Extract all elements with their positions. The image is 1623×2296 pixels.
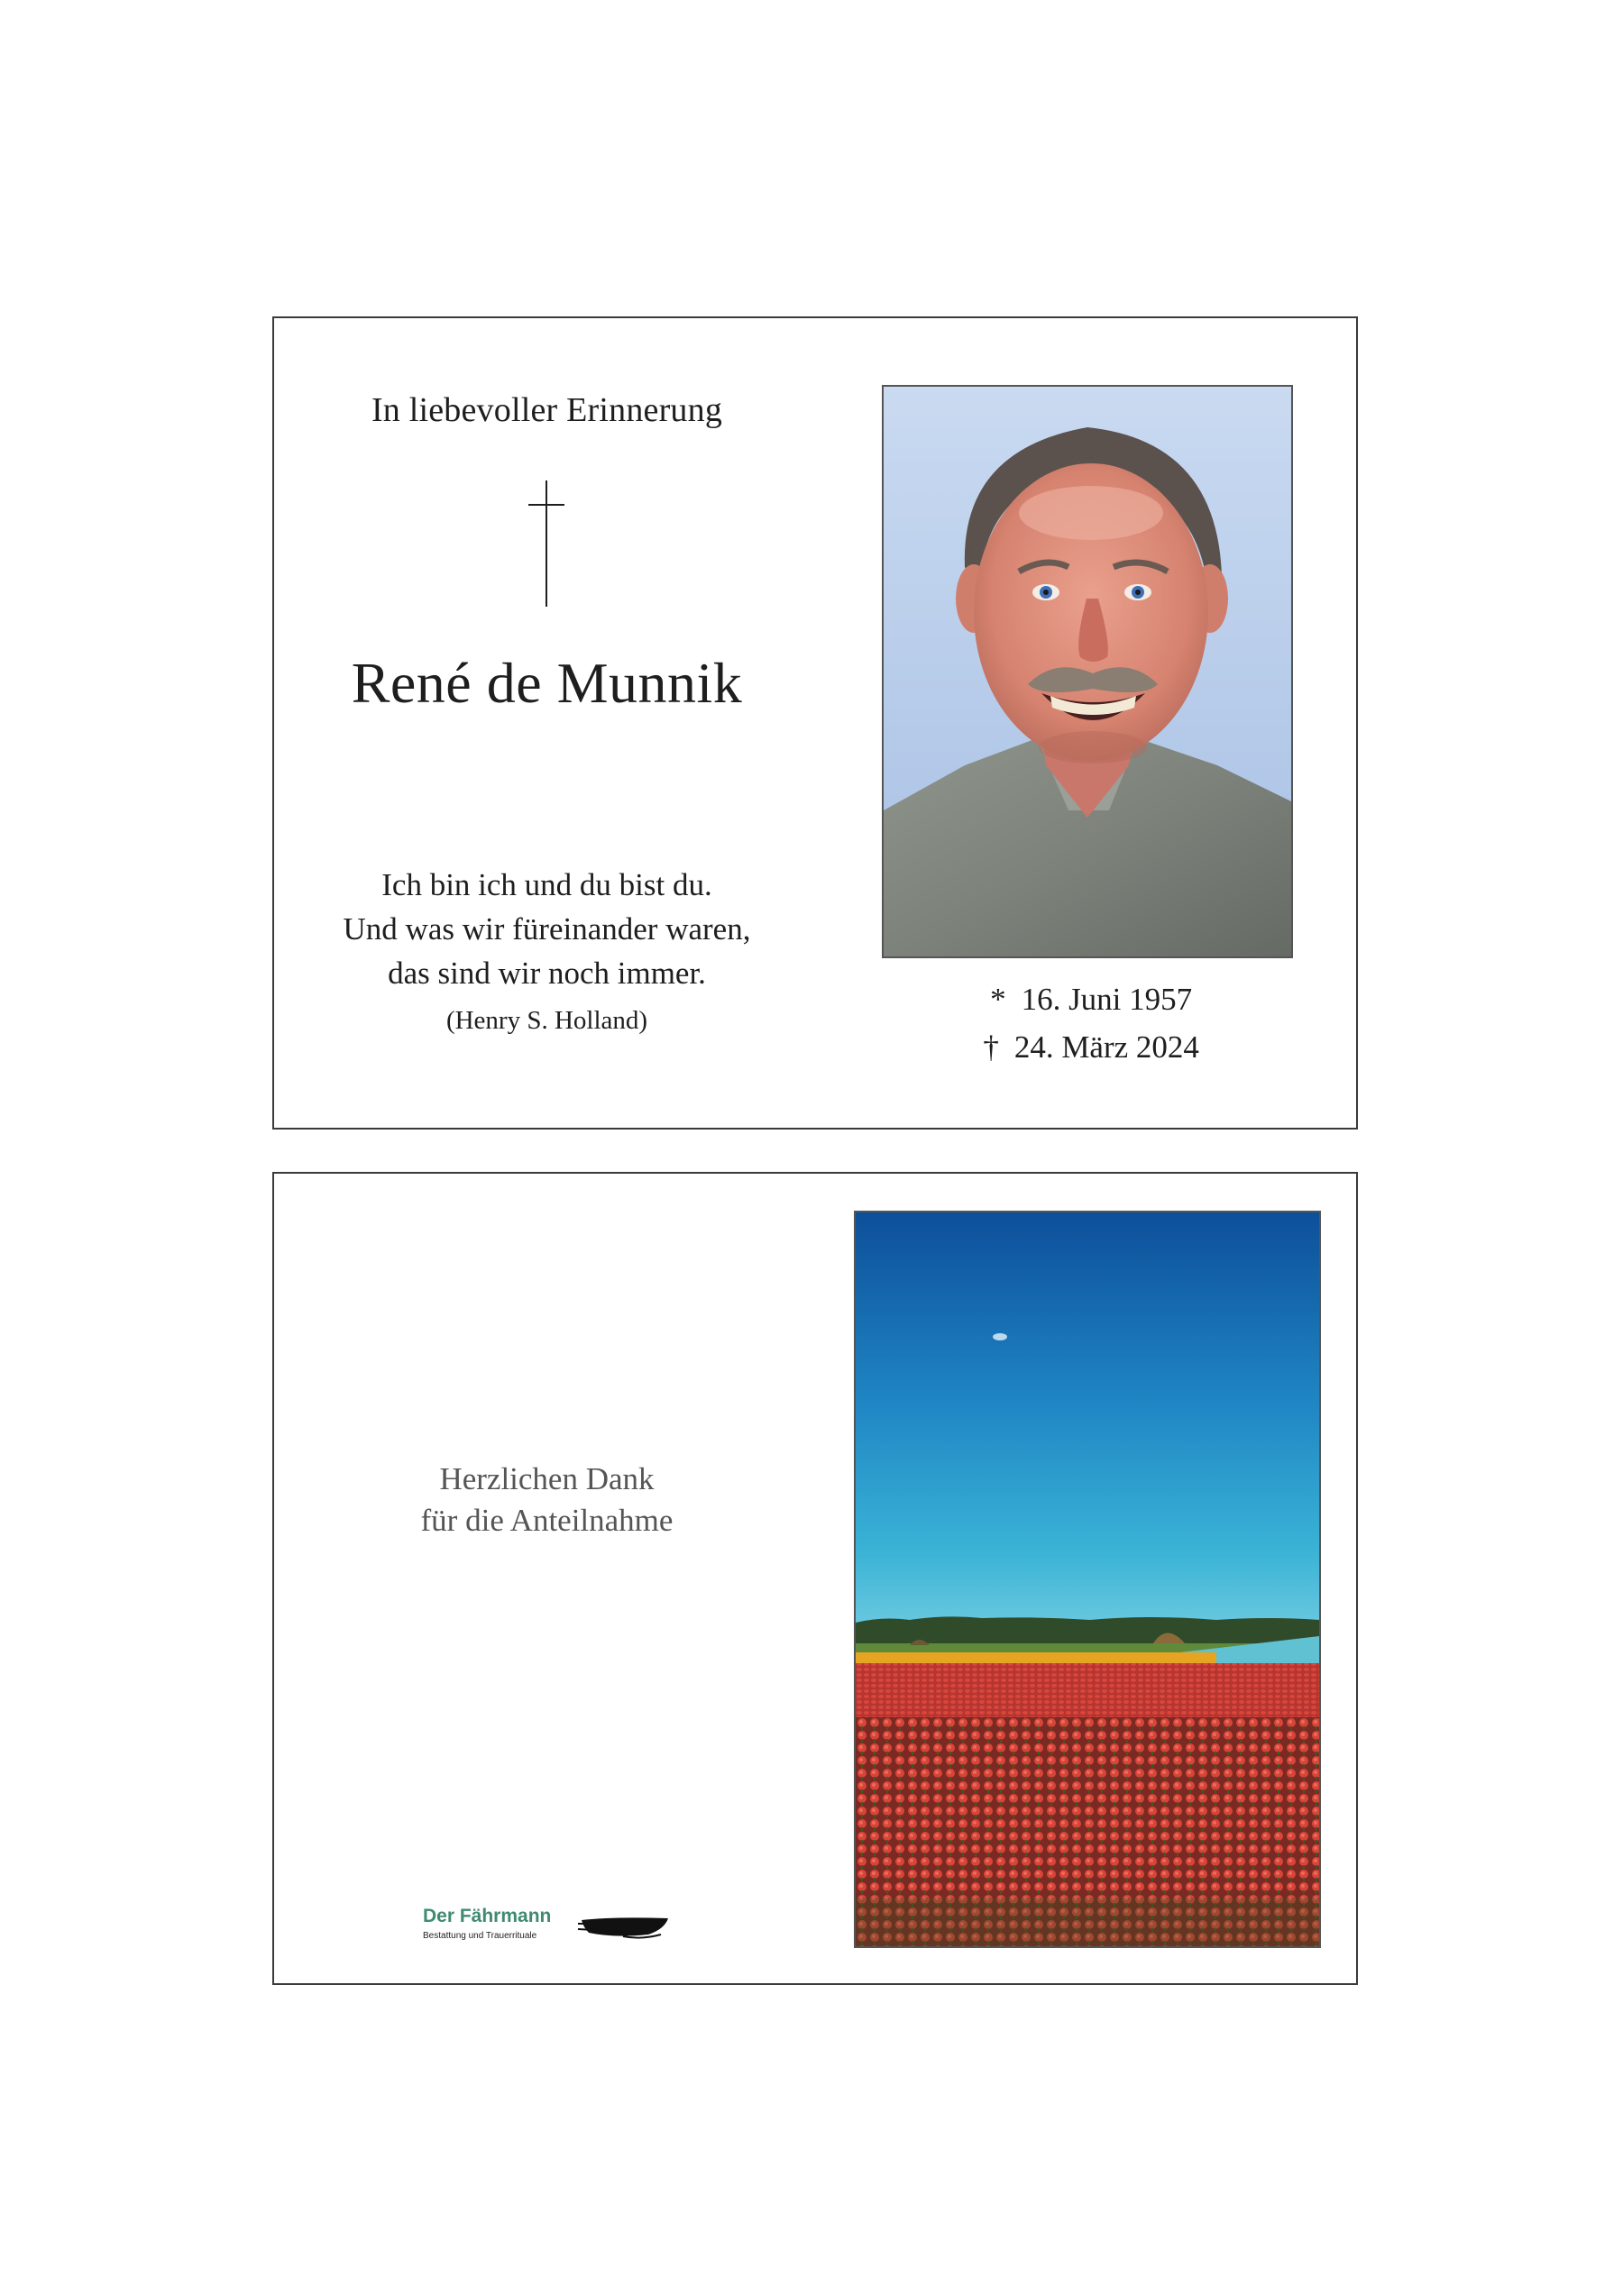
- thanks-text: [274, 1459, 820, 1541]
- memorial-poem: [274, 863, 820, 995]
- birth-symbol: *: [990, 982, 1006, 1017]
- birth-date-row: [882, 982, 1293, 1018]
- death-date-row: [882, 1029, 1293, 1066]
- death-date: 24. März 2024: [1013, 1029, 1199, 1065]
- boat-icon: [578, 1911, 673, 1942]
- death-symbol: †: [983, 1029, 999, 1065]
- logo-name: Der Fährmann: [423, 1906, 552, 1926]
- memorial-card-front: [272, 316, 1358, 1130]
- funeral-home-logo: [423, 1906, 693, 1951]
- poem-line: das sind wir noch immer.: [388, 956, 706, 991]
- birth-date: 16. Juni 1957: [1021, 982, 1193, 1017]
- thanks-line: Herzlichen Dank: [439, 1461, 655, 1496]
- portrait-photo: [882, 385, 1293, 958]
- memorial-heading: In liebevoller Erinnerung: [371, 391, 723, 429]
- deceased-name: René de Munnik: [351, 651, 743, 715]
- poem-line: Und was wir füreinander waren,: [343, 911, 751, 947]
- cross-icon: [546, 480, 547, 607]
- tulip-field-photo: [854, 1211, 1321, 1948]
- thanks-line: für die Anteilnahme: [420, 1503, 674, 1538]
- poem-author: (Henry S. Holland): [445, 1006, 648, 1035]
- memorial-card-back: [272, 1172, 1358, 1985]
- logo-subtitle: Bestattung und Trauerrituale: [423, 1931, 537, 1941]
- poem-line: Ich bin ich und du bist du.: [381, 867, 712, 902]
